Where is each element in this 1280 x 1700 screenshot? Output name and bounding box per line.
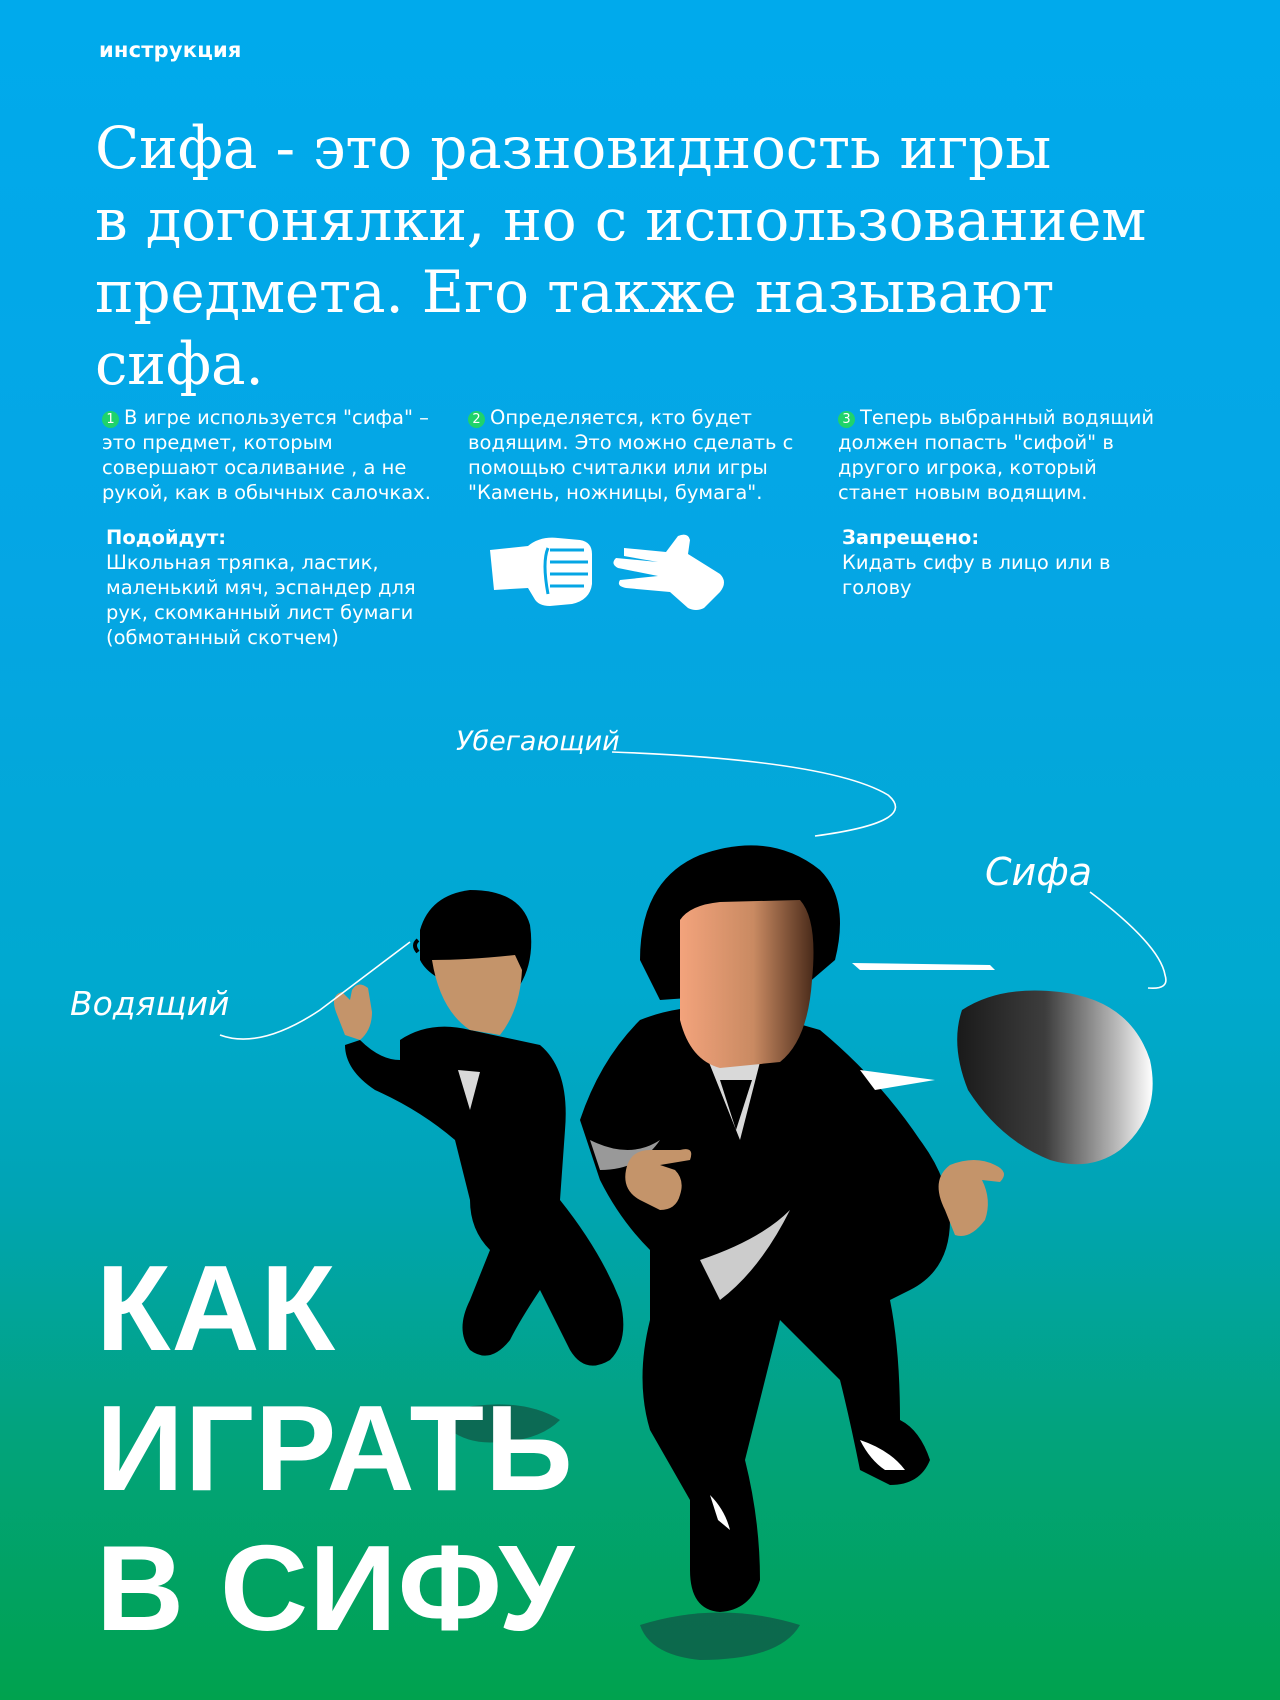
- chaser-callout-line: [220, 942, 410, 1039]
- title-line-2: ИГРАТЬ: [96, 1380, 574, 1516]
- lead-paragraph: Сифа - это разновидность игры в догонялки, но с использованием предмета. Его также называют сифа.: [95, 114, 1147, 398]
- note-heading: Подойдут:: [106, 526, 227, 549]
- runner-label: Убегающий: [456, 726, 620, 757]
- step-3: [838, 405, 1168, 600]
- note-text: Кидать сифу в лицо или в голову: [842, 551, 1111, 599]
- runner-callout-line: [612, 752, 895, 836]
- note-heading: Запрещено:: [842, 526, 980, 549]
- sifa-label: Сифа: [985, 850, 1093, 894]
- step-1-text: 1 В игре используется "сифа" – это предмет, которым совершают осаливание , а не рукой, как в обычных салочках.: [102, 406, 431, 504]
- step-1: [102, 405, 432, 650]
- rock-scissors-icons: [488, 532, 738, 612]
- title-line-3: В СИФУ: [96, 1520, 576, 1656]
- sifa-callout-line: [1090, 892, 1166, 988]
- step-2-text: 2 Определяется, кто будет водящим. Это можно сделать с помощью считалки или игры "Камень, ножницы, бумага".: [468, 406, 794, 504]
- step-number-badge: 1: [102, 411, 119, 428]
- step-3-note: [838, 525, 1168, 600]
- runner-figure: [580, 845, 1004, 1612]
- step-2: [468, 405, 798, 505]
- chaser-label: Водящий: [70, 984, 230, 1023]
- note-text: Школьная тряпка, ластик, маленький мяч, эспандер для рук, скомканный лист бумаги (обмотанный скотчем): [106, 551, 416, 649]
- step-number-badge: 3: [838, 411, 855, 428]
- sifa-ball: [957, 990, 1152, 1164]
- page-title: [96, 1238, 575, 1658]
- step-3-text: 3 Теперь выбранный водящий должен попасть "сифой" в другого игрока, который станет новым водящим.: [838, 406, 1155, 504]
- section-kicker: инструкция: [99, 38, 242, 62]
- scissors-hand-icon: [613, 535, 724, 610]
- fist-icon: [490, 538, 592, 606]
- step-number-badge: 2: [468, 411, 485, 428]
- step-1-note: [102, 525, 432, 650]
- title-line-1: КАК: [96, 1240, 337, 1376]
